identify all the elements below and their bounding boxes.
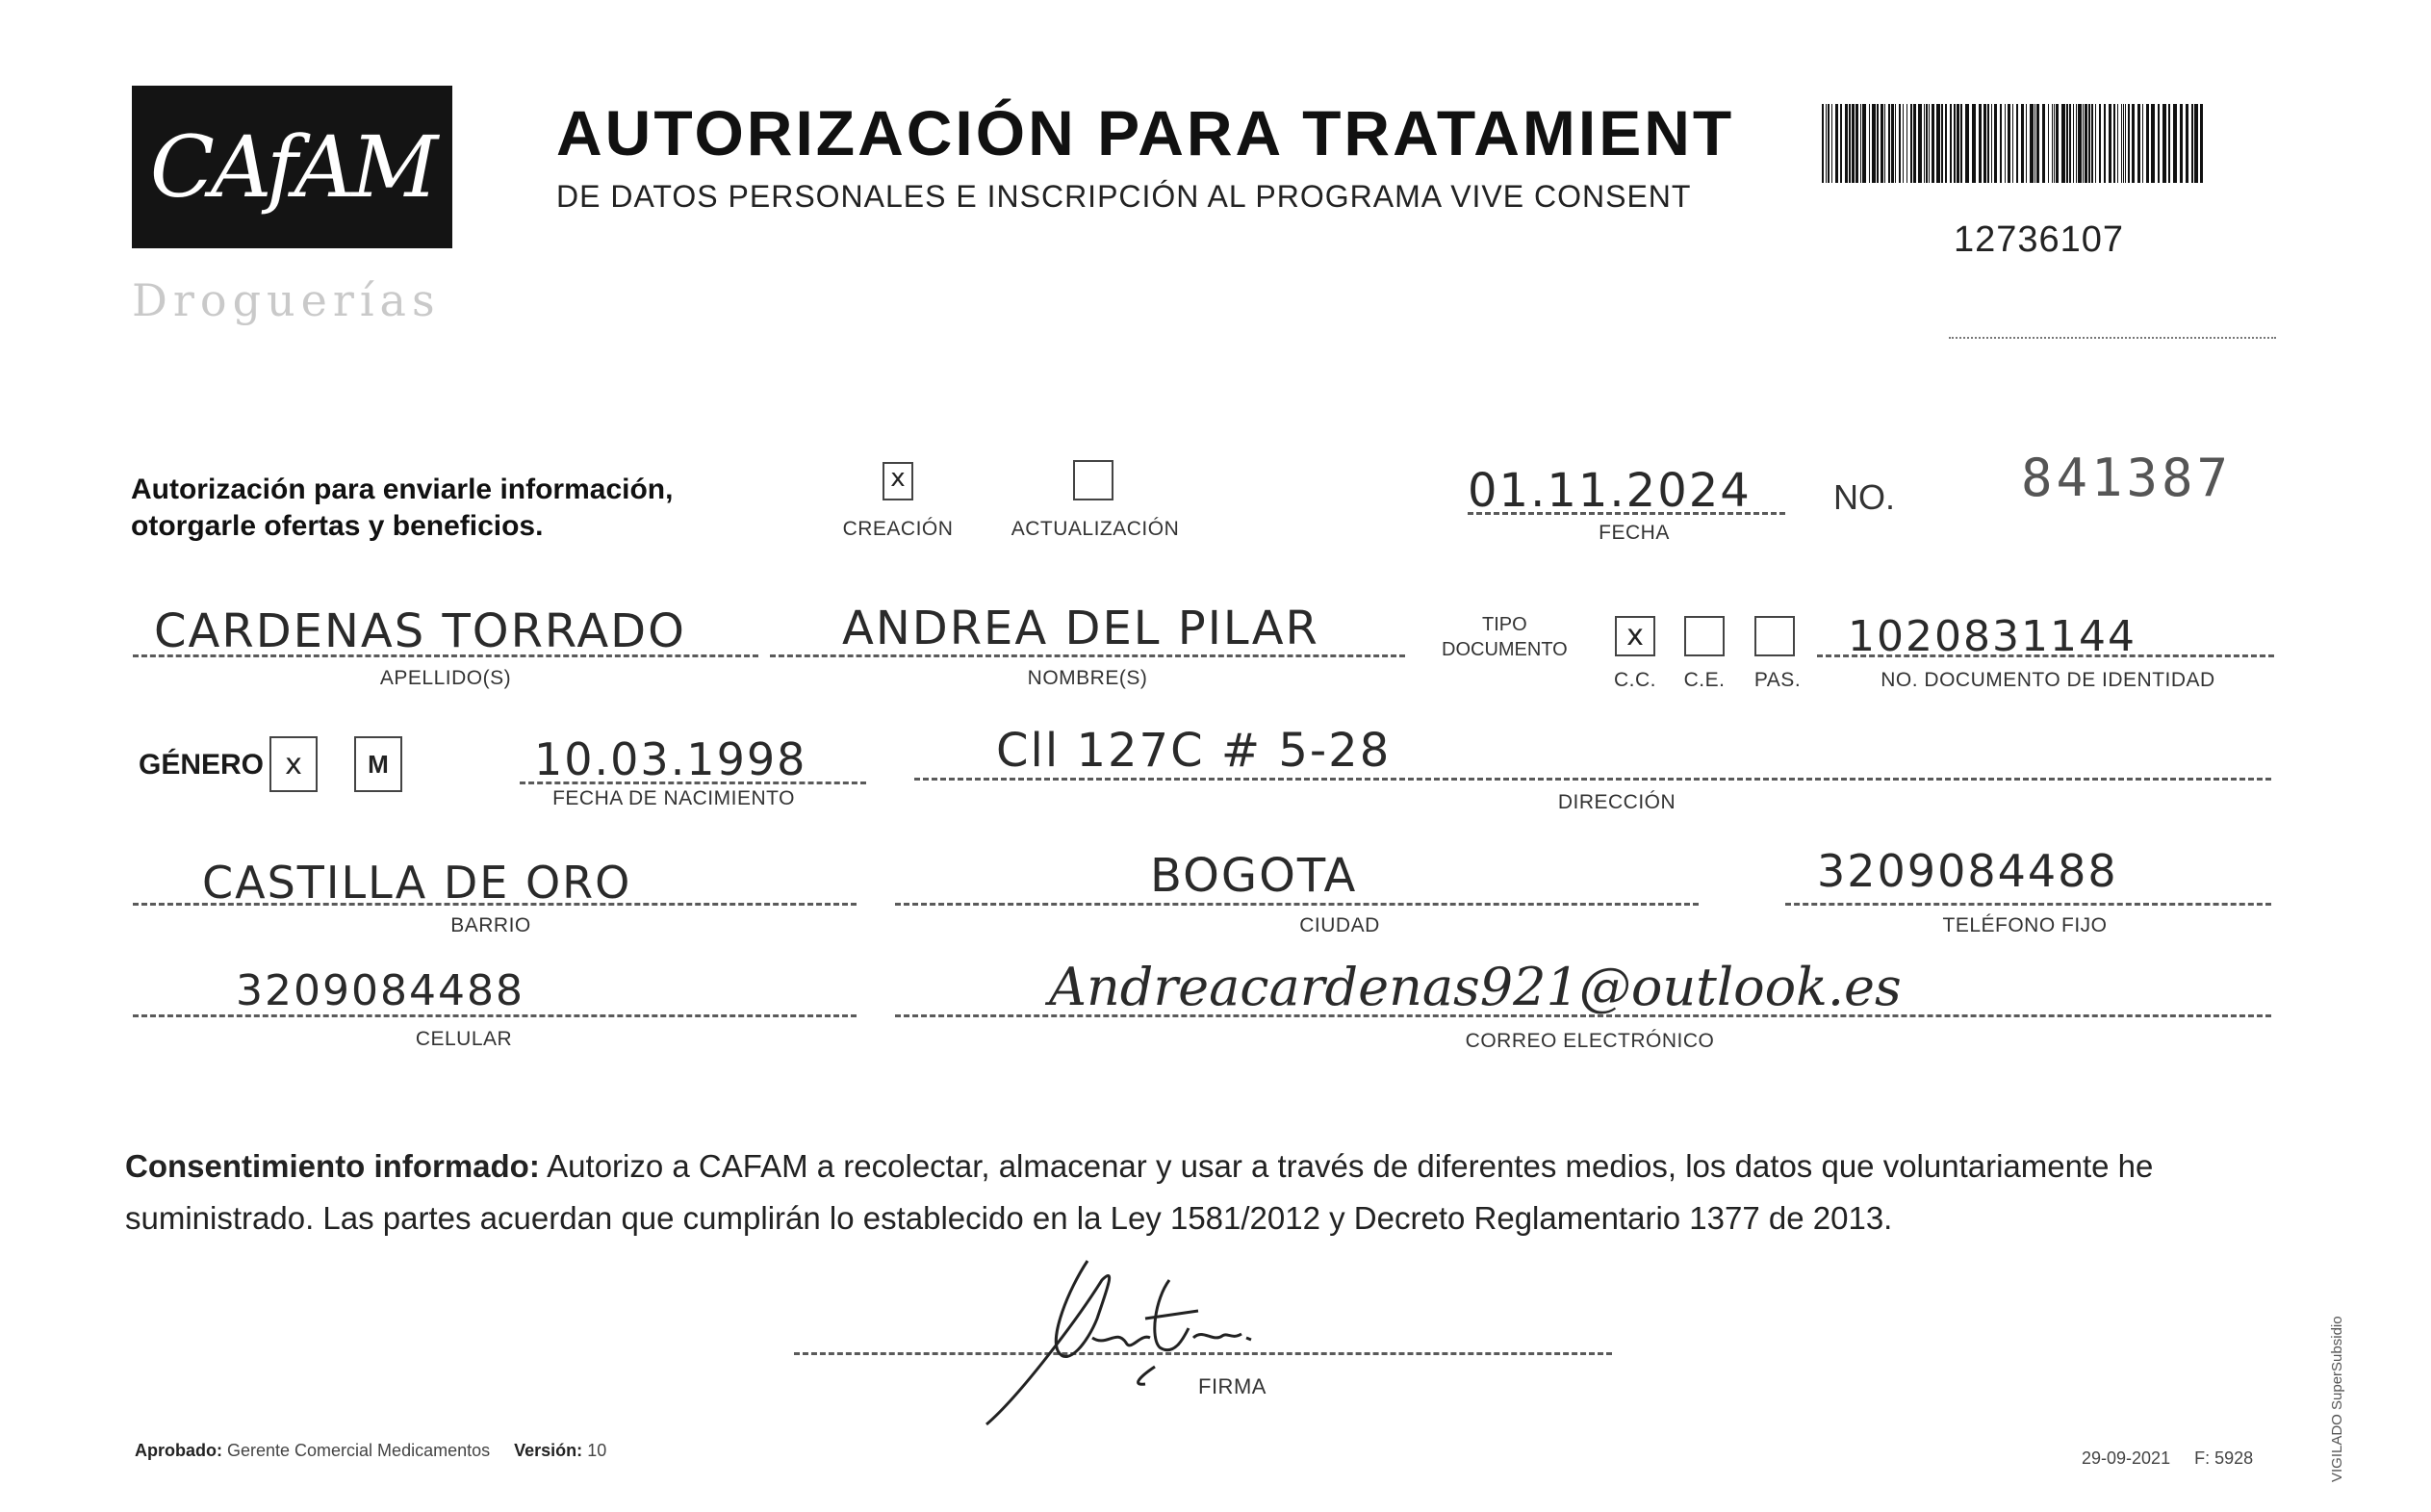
footer-date-code: 29-09-2021: [2082, 1448, 2171, 1468]
celular-value[interactable]: 3209084488: [236, 966, 525, 1015]
ce-checkbox[interactable]: [1684, 616, 1725, 656]
actualizacion-label: ACTUALIZACIÓN: [1011, 518, 1180, 540]
divider: [1949, 337, 2276, 339]
no-label: NO.: [1833, 477, 1896, 517]
logo-subtext: Droguerías: [132, 274, 441, 326]
apellidos-label: APELLIDO(S): [379, 667, 512, 689]
form-title: AUTORIZACIÓN PARA TRATAMIENT: [556, 97, 1735, 168]
correo-label: CORREO ELECTRÓNICO: [1465, 1030, 1715, 1052]
documento-value[interactable]: 1020831144: [1848, 612, 2137, 661]
tipo-label-1: TIPO: [1482, 614, 1527, 635]
side-text-label: VIGILADO SuperSubsidio: [2329, 1316, 2345, 1482]
barcode-icon: [1822, 104, 2207, 183]
barrio-label: BARRIO: [450, 914, 531, 936]
footer-codes: [2082, 1448, 2253, 1469]
aprobado-value: Gerente Comercial Medicamentos: [227, 1441, 491, 1460]
vigilado-side-text: [2329, 1251, 2358, 1482]
nombres-value[interactable]: ANDREA DEL PILAR: [842, 602, 1319, 655]
cafam-logo: [132, 86, 452, 248]
nacimiento-value[interactable]: 10.03.1998: [534, 733, 807, 785]
aprobado-label: Aprobado:: [135, 1441, 222, 1460]
telefono-value[interactable]: 3209084488: [1817, 845, 2118, 897]
correo-value[interactable]: Andreacardenas921@outlook.es: [1049, 957, 1902, 1017]
form-subtitle: DE DATOS PERSONALES E INSCRIPCIÓN AL PROGRAMA VIVE CONSENT: [556, 179, 1692, 214]
nombres-label: NOMBRE(S): [1027, 667, 1148, 689]
cc-mark: x: [1626, 619, 1644, 653]
footer-f-code: F: 5928: [2194, 1448, 2254, 1468]
genero-m-label: M: [368, 750, 389, 779]
creacion-mark: x: [890, 464, 906, 493]
nacimiento-line: [520, 782, 866, 784]
ciudad-line: [895, 903, 1699, 906]
apellidos-value[interactable]: CARDENAS TORRADO: [154, 604, 686, 658]
ciudad-value[interactable]: BOGOTA: [1150, 849, 1358, 903]
telefono-line: [1785, 903, 2271, 906]
tipo-documento-label: [1442, 612, 1568, 662]
fecha-line: [1468, 512, 1785, 515]
nacimiento-label: FECHA DE NACIMIENTO: [552, 787, 795, 809]
signature-icon: [962, 1251, 1347, 1434]
consent-text: Autorizo a CAFAM a recolectar, almacenar y usar a través de diferentes medios, los datos que voluntariamente he suministrado. Las partes acuerdan que cumplirán lo establecido en la Ley 1581/2012 y Decreto Reglamentario 1377 de 2013.: [125, 1148, 2154, 1236]
barrio-line: [133, 903, 857, 906]
direccion-line: [914, 778, 2271, 781]
consent-heading: Consentimiento informado:: [125, 1148, 540, 1184]
barcode-number: 12736107: [1954, 219, 2125, 260]
actualizacion-checkbox[interactable]: [1073, 460, 1113, 500]
authorization-line-1: Autorización para enviarle información,: [131, 474, 674, 505]
genero-label: GÉNERO: [139, 749, 265, 781]
cc-label: C.C.: [1614, 669, 1656, 691]
direccion-value[interactable]: Cll 127C # 5-28: [996, 724, 1392, 778]
documento-line: [1817, 654, 2274, 657]
apellidos-line: [133, 654, 758, 657]
documento-label: NO. DOCUMENTO DE IDENTIDAD: [1881, 669, 2215, 691]
fecha-label: FECHA: [1599, 522, 1670, 544]
logo-text: CAfAM: [149, 117, 435, 217]
celular-label: CELULAR: [415, 1028, 513, 1050]
celular-line: [133, 1014, 857, 1017]
ciudad-label: CIUDAD: [1299, 914, 1380, 936]
footer-approval: [135, 1441, 606, 1461]
form-number: 841387: [2021, 448, 2233, 508]
genero-f-mark: x: [285, 748, 302, 782]
consent-paragraph: [125, 1140, 2329, 1244]
tipo-label-2: DOCUMENTO: [1442, 639, 1568, 660]
pas-checkbox[interactable]: [1754, 616, 1795, 656]
nombres-line: [770, 654, 1405, 657]
creacion-label: CREACIÓN: [842, 518, 954, 540]
fecha-value[interactable]: 01.11.2024: [1468, 464, 1752, 518]
authorization-line-2: otorgarle ofertas y beneficios.: [131, 510, 544, 542]
version-label: Versión:: [514, 1441, 583, 1460]
version-value: 10: [587, 1441, 607, 1460]
telefono-label: TELÉFONO FIJO: [1942, 914, 2108, 936]
authorization-text: [131, 472, 673, 545]
barrio-value[interactable]: CASTILLA DE ORO: [202, 857, 632, 909]
direccion-label: DIRECCIÓN: [1557, 791, 1676, 813]
firma-label: FIRMA: [1198, 1374, 1267, 1398]
correo-line: [895, 1014, 2271, 1017]
ce-label: C.E.: [1683, 669, 1726, 691]
pas-label: PAS.: [1753, 669, 1802, 691]
